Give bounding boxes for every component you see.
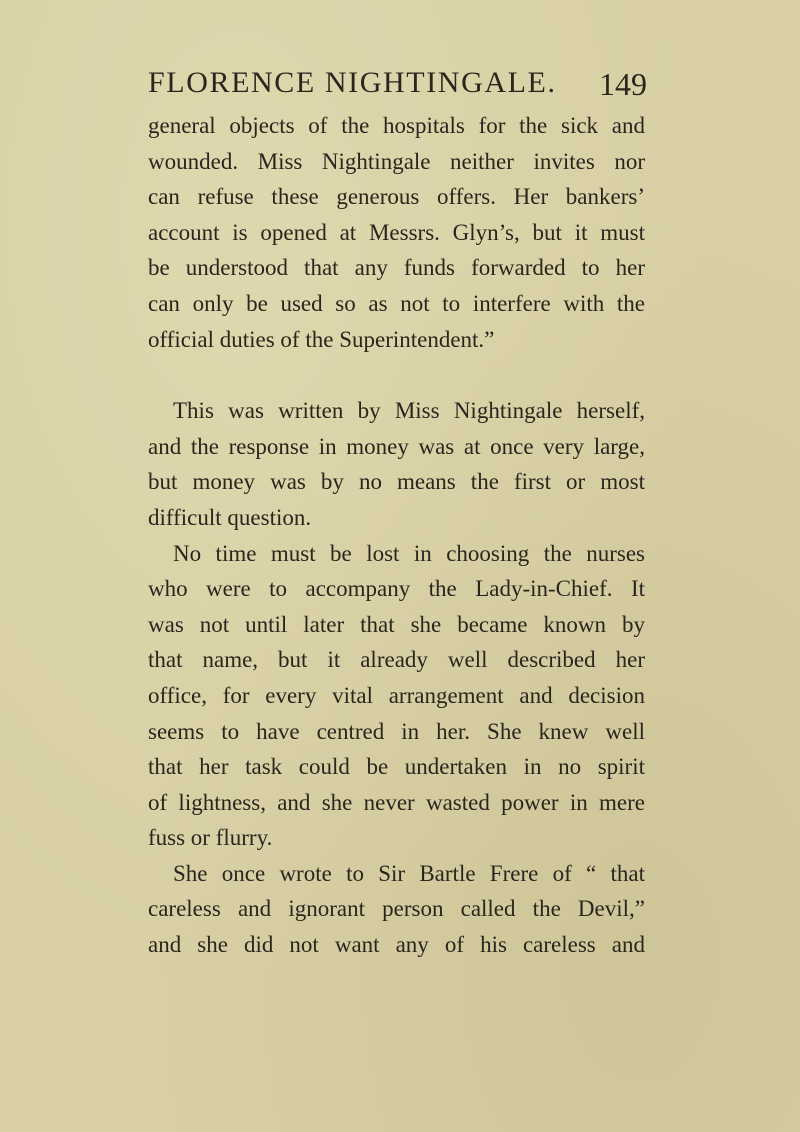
text-line: can only be used so as not to interfere with the — [148, 290, 645, 316]
running-title: FLORENCE NIGHTINGALE. — [148, 66, 557, 99]
text-line: She once wrote to Sir Bartle Frere of “ that — [173, 860, 645, 886]
text-line: can refuse these generous offers. Her bankers’ — [148, 184, 645, 210]
paragraph-gap — [148, 357, 645, 393]
text-line: was not until later that she became known by — [148, 611, 645, 637]
text-line: difficult question. — [148, 504, 312, 530]
text-line: careless and ignorant person called the Devil,” — [148, 896, 645, 922]
text-line: This was written by Miss Nightingale herself, — [173, 398, 645, 424]
body-text — [148, 108, 645, 963]
text-line: and the response in money was at once very large, — [148, 433, 645, 459]
text-line: fuss or flurry. — [148, 825, 273, 851]
text-line: but money was by no means the first or most — [148, 469, 645, 495]
text-line: who were to accompany the Lady-in-Chief. It — [148, 576, 645, 602]
text-line: official duties of the Superintendent.” — [148, 326, 495, 352]
running-head — [0, 66, 800, 106]
text-line: account is opened at Messrs. Glyn’s, but it must — [148, 219, 645, 245]
text-line: No time must be lost in choosing the nurses — [173, 540, 645, 566]
text-line: of lightness, and she never wasted power in mere — [148, 789, 645, 815]
text-line: that name, but it already well described her — [148, 647, 645, 673]
text-line: that her task could be undertaken in no spirit — [148, 754, 645, 780]
text-line: seems to have centred in her. She knew well — [148, 718, 645, 744]
text-line: be understood that any funds forwarded to her — [148, 255, 645, 281]
text-line: wounded. Miss Nightingale neither invites nor — [148, 148, 645, 174]
text-line: and she did not want any of his careless and — [148, 932, 645, 958]
text-line: general objects of the hospitals for the sick and — [148, 113, 645, 138]
text-line: office, for every vital arrangement and decision — [148, 682, 645, 708]
page-number: 149 — [599, 66, 647, 102]
